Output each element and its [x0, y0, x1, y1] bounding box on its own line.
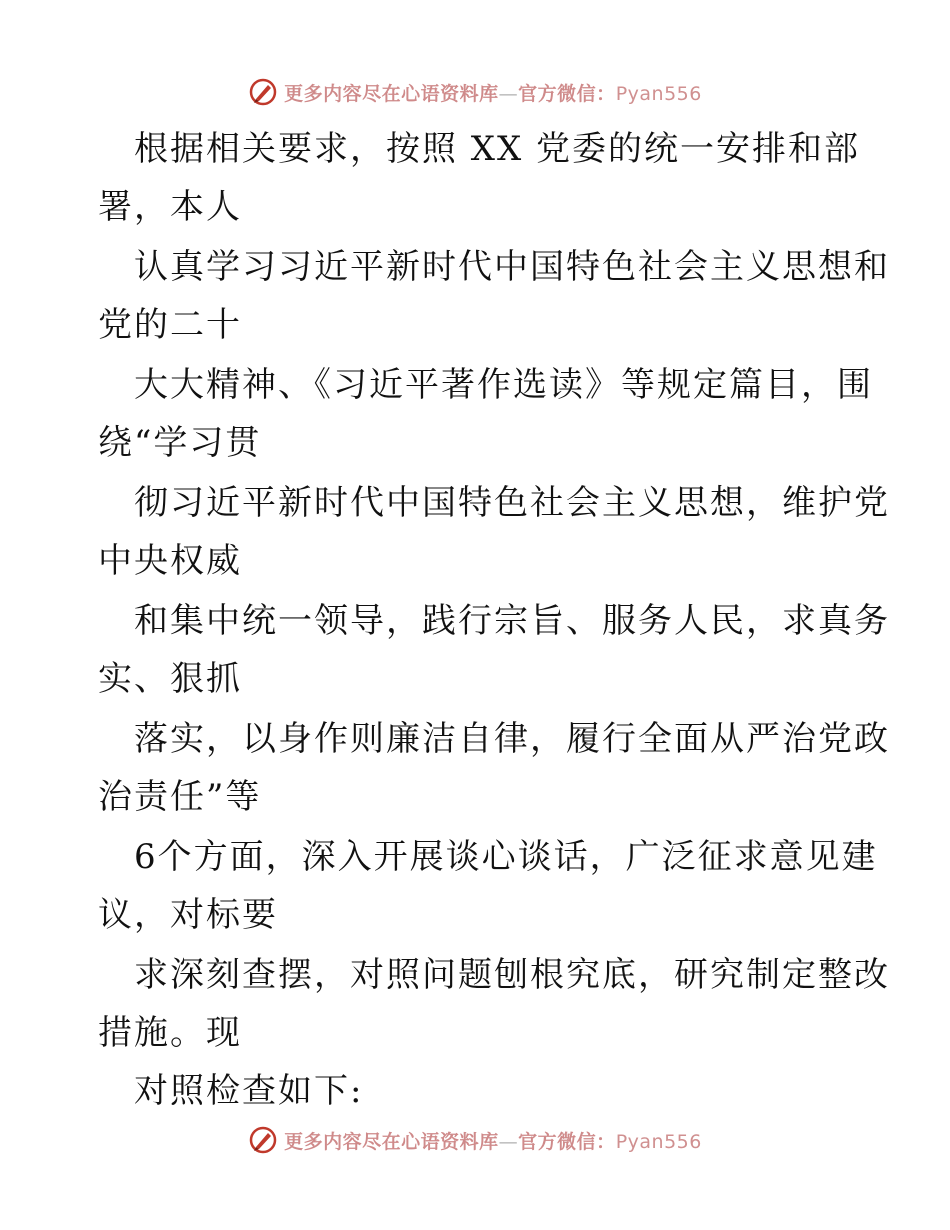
paragraph-line: 绕“学习贯 — [98, 423, 262, 463]
paragraph-line: 议，对标要 — [98, 895, 278, 935]
paragraph-line: 根据相关要求，按照 XX 党委的统一安排和部 — [134, 129, 861, 169]
footer-watermark-banner — [0, 1120, 950, 1160]
paragraph-line: 实、狠抓 — [98, 659, 242, 699]
paragraph-line: 对照检查如下: — [134, 1071, 364, 1111]
header-watermark-banner — [0, 72, 950, 112]
paragraph-line: 大大精神、《习近平著作选读》等规定篇目，围 — [134, 365, 873, 405]
paragraph-line: 党的二十 — [98, 305, 242, 345]
paragraph-line: 署，本人 — [98, 187, 242, 227]
paragraph-line: 认真学习习近平新时代中国特色社会主义思想和 — [134, 247, 890, 287]
paragraph-line: 6个方面，深入开展谈心谈话，广泛征求意见建 — [134, 837, 878, 877]
paragraph-line: 中央权威 — [98, 541, 242, 581]
paragraph-line: 和集中统一领导，践行宗旨、服务人民，求真务 — [134, 601, 890, 641]
paragraph-line: 彻习近平新时代中国特色社会主义思想，维护党 — [134, 483, 890, 523]
pen-logo-icon — [248, 77, 278, 107]
banner-text: 更多内容尽在心语资料库—官方微信：Pyan556 — [284, 1130, 702, 1153]
banner-text: 更多内容尽在心语资料库—官方微信：Pyan556 — [284, 82, 702, 105]
paragraph-line: 治责任”等 — [98, 777, 262, 817]
pen-logo-icon — [248, 1125, 278, 1155]
paragraph-line: 措施。现 — [98, 1013, 242, 1053]
paragraph-line: 落实，以身作则廉洁自律，履行全面从严治党政 — [134, 719, 890, 759]
paragraph-line: 求深刻查摆，对照问题刨根究底，研究制定整改 — [134, 955, 890, 995]
